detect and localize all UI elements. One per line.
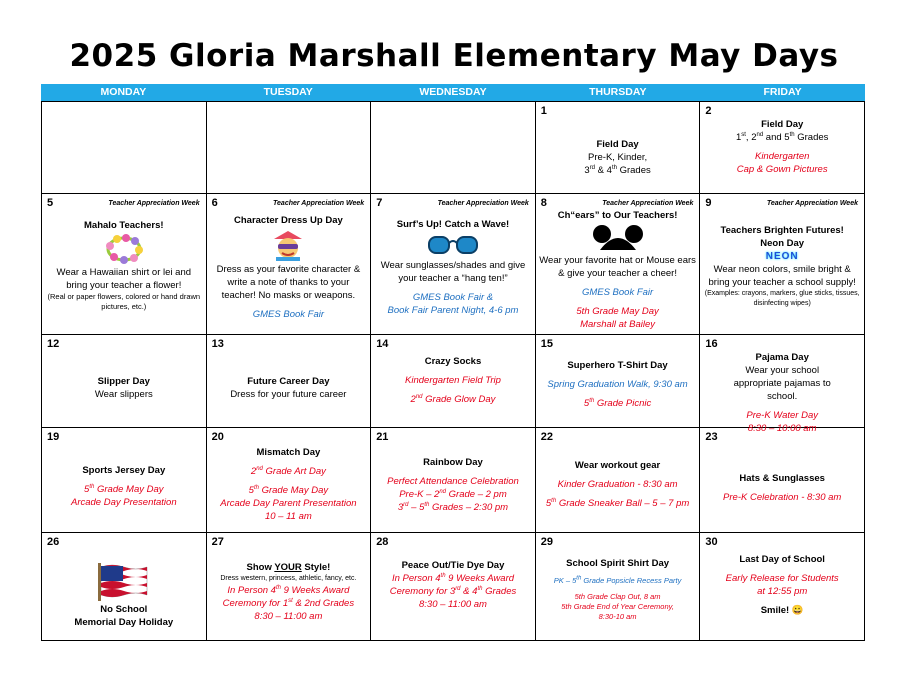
- day-cell-20: [206, 428, 371, 533]
- weekday-header: [41, 84, 865, 101]
- day-content: Show YOUR Style! Dress western, princess, athletic, fancy, etc. In Person 4th 9 Weeks Award Ceremony for 1st & 2nd Grades 8:30 – 11:00 am: [220, 562, 357, 622]
- day-cell-12: [42, 335, 207, 428]
- day-cell-7: [371, 194, 536, 335]
- day-content: Ch“ears” to Our Teachers! Wear your favorite hat or Mouse ears & give your teacher a cheer! GMES Book Fair 5th Grade May Day Marshall at Bailey: [539, 210, 696, 330]
- teacher-week-label: Teacher Appreciation Week: [437, 200, 529, 207]
- calendar-grid: [41, 101, 865, 641]
- day-content: Field Day Pre-K, Kinder, 3rd & 4th Grades: [584, 139, 651, 176]
- day-cell-23: [700, 428, 865, 533]
- day-number: 6: [211, 197, 218, 209]
- day-cell-empty: [371, 102, 536, 194]
- day-number: 21: [376, 431, 389, 443]
- weekday-monday: MONDAY: [100, 86, 147, 98]
- day-content: Character Dress Up Day Dress as your favorite character & write a note of thanks to your teacher! No masks or weapons. GMES Book Fair: [216, 215, 361, 320]
- lei-icon: [104, 234, 144, 264]
- day-number: 2: [705, 105, 712, 117]
- teacher-week-label: Teacher Appreciation Week: [273, 200, 365, 207]
- day-number: 27: [211, 536, 224, 548]
- day-number: 1: [540, 105, 547, 117]
- day-number: 20: [211, 431, 224, 443]
- day-number: 30: [705, 536, 718, 548]
- day-content: Future Career Day Dress for your future career: [230, 376, 347, 400]
- day-cell-16: [700, 335, 865, 434]
- teacher-week-label: Teacher Appreciation Week: [766, 200, 858, 207]
- day-cell-29: [535, 533, 700, 641]
- sunglasses-icon: [427, 233, 479, 257]
- day-content: Pajama Day Wear your school appropriate pajamas to school. Pre-K Water Day 8:30 – 10:00 am: [733, 352, 831, 434]
- day-content: Mahalo Teachers! Wear a Hawaiian shirt or lei and bring your teacher a flower! (Real or paper flowers, colored or hand drawn pictures, etc.): [47, 220, 201, 311]
- day-number: 7: [376, 197, 383, 209]
- teacher-week-label: Teacher Appreciation Week: [602, 200, 694, 207]
- day-cell-5: [42, 194, 207, 335]
- day-cell-15: [535, 335, 700, 428]
- day-cell-26: [42, 533, 207, 641]
- weekday-thursday: THURSDAY: [589, 86, 647, 98]
- day-cell-22: [535, 428, 700, 533]
- weekday-wednesday: WEDNESDAY: [419, 86, 487, 98]
- day-cell-2: [700, 102, 865, 194]
- day-cell-13: [206, 335, 371, 428]
- teacher-week-label: Teacher Appreciation Week: [108, 200, 200, 207]
- page-title: 2025 Gloria Marshall Elementary May Days: [69, 38, 839, 74]
- day-content: Surf’s Up! Catch a Wave! Wear sunglasses/shades and give your teacher a “hang ten!” GMES Book Fair & Book Fair Parent Night, 4-6 pm: [380, 219, 526, 316]
- mouse-ears-icon: [592, 224, 644, 252]
- day-content: Rainbow Day Perfect Attendance Celebration Pre-K – 2nd Grade – 2 pm 3rd – 5th Grades – 2:30 pm: [387, 457, 519, 513]
- day-number: 19: [47, 431, 60, 443]
- day-content: School Spirit Shirt Day PK – 5th Grade Popsicle Recess Party 5th Grade Clap Out, 8 am 5th Grade End of Year Ceremony, 8:30-10 am: [553, 558, 682, 621]
- day-cell-14: [371, 335, 536, 428]
- day-number: 5: [47, 197, 54, 209]
- day-content: Crazy Socks Kindergarten Field Trip 2nd Grade Glow Day: [405, 356, 501, 405]
- day-content: Peace Out/Tie Dye Day In Person 4th 9 Weeks Award Ceremony for 3rd & 4th Grades 8:30 – 11:00 am: [389, 560, 517, 610]
- day-number: 15: [540, 338, 554, 350]
- day-number: 14: [376, 338, 389, 350]
- day-content: Mismatch Day 2nd Grade Art Day 5th Grade May Day Arcade Day Parent Presentation 10 – 11 am: [220, 447, 357, 522]
- day-number: 29: [540, 536, 554, 548]
- day-cell-30: [700, 533, 865, 641]
- day-content: Field Day 1st, 2nd and 5th Grades Kindergarten Cap & Gown Pictures: [735, 119, 829, 175]
- day-cell-6: [206, 194, 371, 335]
- day-number: 28: [376, 536, 389, 548]
- day-content: Teachers Brighten Futures! Neon Day NEON Wear neon colors, smile bright & bring your teacher a school supply! (Examples: crayons, markers, glue sticks, tissues, disinfecting wipes): [704, 225, 860, 307]
- day-number: 13: [211, 338, 224, 350]
- day-content: Slipper Day Wear slippers: [94, 376, 153, 400]
- day-cell-28: [371, 533, 536, 641]
- day-number: 16: [705, 338, 718, 350]
- neon-wordart: NEON: [765, 251, 799, 262]
- day-number: 9: [705, 197, 712, 209]
- day-cell-21: [371, 428, 536, 533]
- day-content: Last Day of School Early Release for Students at 12:55 pm Smile! 😀: [725, 554, 839, 616]
- day-number: 8: [540, 197, 547, 209]
- day-content: Superhero T-Shirt Day Spring Graduation Walk, 9:30 am 5th Grade Picnic: [547, 360, 688, 409]
- day-number: 22: [540, 431, 554, 443]
- day-number: 26: [47, 536, 60, 548]
- day-cell-8: [535, 194, 700, 335]
- day-content: Hats & Sunglasses Pre-K Celebration - 8:30 am: [723, 473, 842, 503]
- day-cell-empty: [206, 102, 371, 194]
- day-number: 23: [705, 431, 718, 443]
- day-content: Sports Jersey Day 5th Grade May Day Arcade Day Presentation: [70, 465, 177, 508]
- day-cell-19: [42, 428, 207, 533]
- day-cell-9: [700, 194, 865, 335]
- day-number: 12: [47, 338, 60, 350]
- day-content: Wear workout gear Kinder Graduation - 8:30 am 5th Grade Sneaker Ball – 5 – 7 pm: [545, 460, 690, 509]
- day-content: No School Memorial Day Holiday: [45, 561, 203, 629]
- day-cell-1: [535, 102, 700, 194]
- costume-face-icon: [268, 229, 308, 261]
- us-flag-icon: [97, 563, 151, 601]
- day-cell-empty: [42, 102, 207, 194]
- day-cell-27: [206, 533, 371, 641]
- weekday-tuesday: TUESDAY: [263, 86, 313, 98]
- weekday-friday: FRIDAY: [763, 86, 802, 98]
